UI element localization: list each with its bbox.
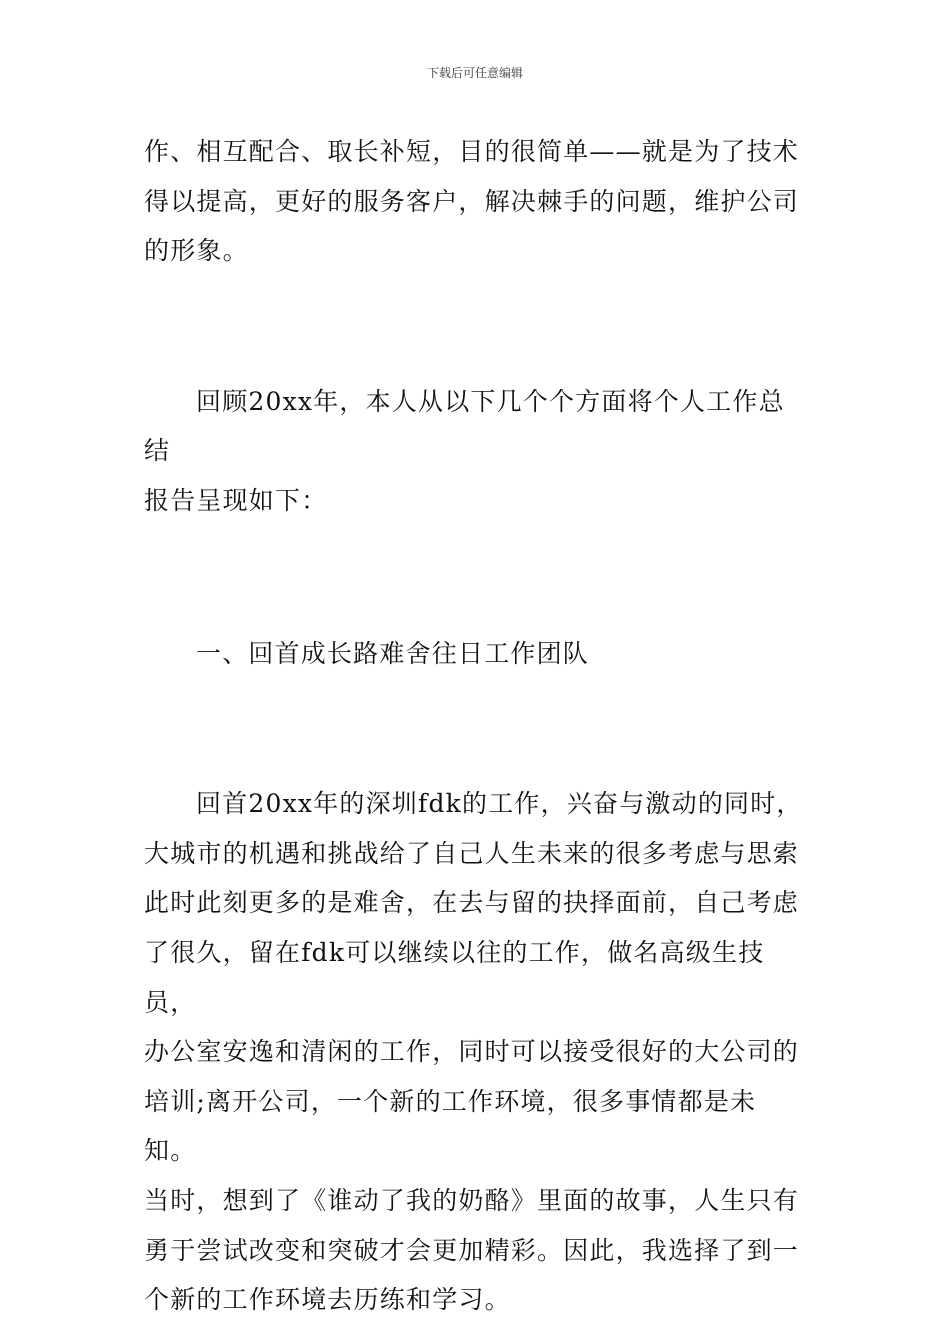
text-line: 回首20xx年的深圳fdk的工作，兴奋与激动的同时，	[196, 789, 803, 819]
paragraph-review	[144, 377, 806, 526]
text-line: 得以提高，更好的服务客户，解决棘手的问题，维护公司	[144, 186, 800, 216]
paragraph-recollection	[144, 779, 806, 1325]
page-header: 下载后可任意编辑	[426, 66, 523, 80]
text-line: 的形象。	[144, 236, 249, 266]
text-line: 办公室安逸和清闲的工作，同时可以接受很好的大公司的	[144, 1037, 800, 1067]
text-line: 作、相互配合、取长补短，目的很简单——就是为了技术	[144, 137, 800, 166]
paragraph-continuation	[144, 127, 806, 276]
text-line: 个新的工作环境去历练和学习。	[144, 1285, 511, 1315]
paragraph-spacer	[144, 276, 806, 377]
text-line: 了很久，留在fdk可以继续以往的工作，做名高级生技员，	[144, 937, 765, 1017]
paragraph-spacer	[144, 526, 806, 629]
text-line: 勇于尝试改变和突破才会更加精彩。因此，我选择了到一	[144, 1235, 800, 1265]
section-heading: 一、回首成长路难舍往日工作团队	[196, 638, 590, 668]
text-line: 培训;离开公司，一个新的工作环境，很多事情都是未知。	[144, 1086, 757, 1166]
document-body	[144, 127, 806, 1325]
text-line: 大城市的机遇和挑战给了自己人生未来的很多考虑与思索	[144, 838, 800, 868]
text-line: 此时此刻更多的是难舍，在去与留的抉择面前，自己考虑	[144, 888, 800, 918]
paragraph-spacer	[144, 678, 806, 779]
text-line: 当时，想到了《谁动了我的奶酪》里面的故事，人生只有	[144, 1185, 800, 1215]
text-line: 回顾20xx年，本人从以下几个个方面将个人工作总结	[144, 386, 785, 466]
text-line: 报告呈现如下：	[144, 485, 328, 515]
